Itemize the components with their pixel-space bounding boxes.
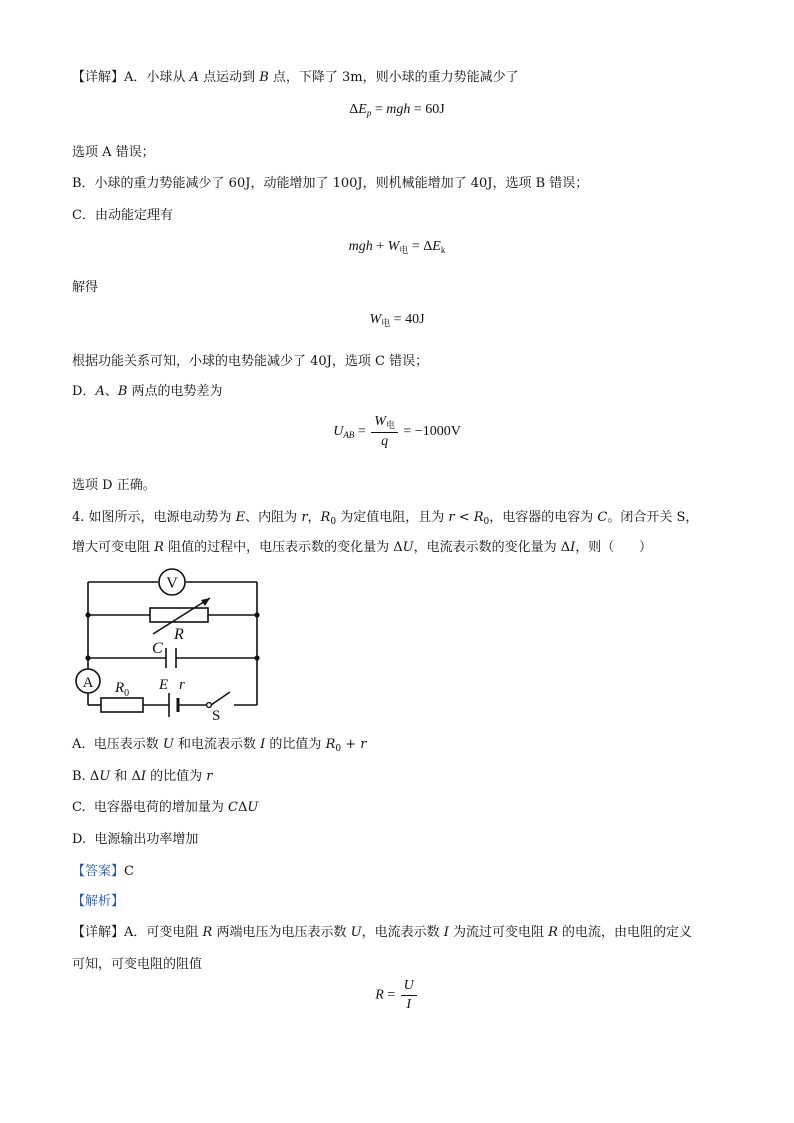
- option-b: B. ΔU 和 ΔI 的比值为 r: [72, 769, 213, 784]
- answer-line: [72, 860, 134, 879]
- text-line: 可知，可变电阻的阻值: [72, 957, 203, 972]
- option-c: C. 电容器电荷的增加量为 CΔU: [72, 800, 259, 815]
- text-line: 【详解】A．小球从 A 点运动到 B 点，下降了 3m，则小球的重力势能减少了: [72, 70, 519, 85]
- resistor-label: R: [174, 626, 184, 643]
- text-line: 选项 A 错误；: [72, 145, 155, 160]
- question-stem: 4. 如图所示，电源电动势为 E、内阻为 r，$R_0$ 为定值电阻，且为 $r < R_0$，电容器的电容为 C。闭合开关 S，: [72, 510, 699, 527]
- option-d: D. 电源输出功率增加: [72, 832, 199, 847]
- equation-4: $U_{AB}$ = $\frac{W_电}{q}$ = −1000V: [333, 414, 461, 449]
- internal-resistance-label: r: [179, 677, 185, 693]
- detail-tag: 【详解】: [72, 925, 125, 940]
- equation-3: $W_电 = 40J$: [369, 312, 425, 328]
- switch-pivot: [207, 703, 212, 708]
- analysis-tag: 【解析】: [72, 894, 125, 909]
- text-line: 【详解】A．可变电阻 R 两端电压为电压表示数 U，电流表示数 I 为流过可变电阻 R 的电流，由电阻的定义: [72, 925, 693, 940]
- text-line: C．由动能定理有: [72, 208, 173, 223]
- capacitor-label: C: [152, 640, 163, 657]
- switch-label: S: [212, 708, 221, 720]
- question-stem: 增大可变电阻 R 阻值的过程中，电压表示数的变化量为 ΔU，电流表示数的变化量为 ΔI，则（ ）: [72, 540, 653, 555]
- text-line: B．小球的重力势能减少了 60J，动能增加了 100J，则机械能增加了 40J，选项 B 错误；: [72, 176, 589, 191]
- equation-5: R = $\frac{U}{I}$: [0, 978, 794, 1013]
- ammeter-label: A: [82, 675, 94, 691]
- emf-label: E: [159, 677, 169, 693]
- text-line: 解得: [72, 280, 99, 295]
- fixed-resistor: [101, 698, 143, 712]
- text-line: D．A、B 两点的电势差为: [72, 384, 223, 399]
- r0-label: $R_0$: [115, 680, 130, 699]
- answer-tag: 【答案】: [72, 864, 125, 879]
- voltmeter-label: V: [166, 575, 178, 592]
- equation-2: mgh + $W_电 = \Delta E_k$: [348, 239, 446, 255]
- circuit-diagram: [70, 564, 270, 720]
- analysis-line: [72, 890, 124, 909]
- detail-tag: 【详解】: [72, 70, 125, 85]
- answer-value: C: [124, 864, 134, 879]
- equation-1: $\Delta E_p$ = mgh = 60J: [349, 102, 445, 118]
- option-a: A. 电压表示数 U 和电流表示数 I 的比值为 $R_0 + r$: [72, 737, 367, 754]
- text-line: 选项 D 正确。: [72, 478, 156, 493]
- text-line: 根据功能关系可知，小球的电势能减少了 40J，选项 C 错误；: [72, 354, 429, 369]
- variable-resistor: [150, 608, 208, 622]
